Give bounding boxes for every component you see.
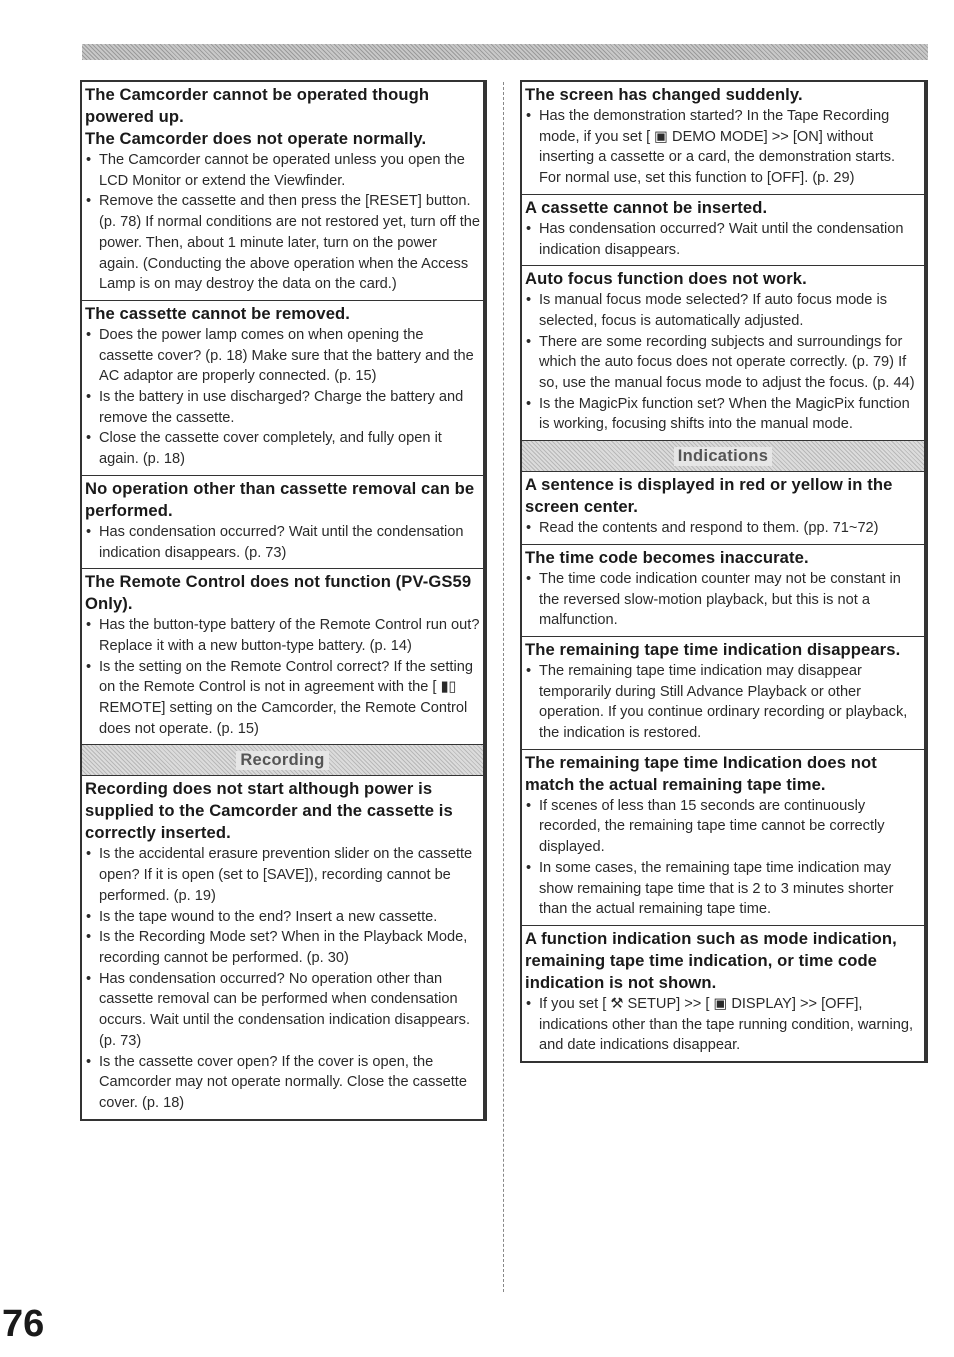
list-item: • Is the setting on the Remote Control correct? If the setting on the Remote Control is not in agreement with the [ ▮▯ REMOTE] setting on the Camcorder, the Remote Control does not operate. (p. 15): [85, 657, 480, 740]
list-item: • Is manual focus mode selected? If auto focus mode is selected, focus is automatically adjusted.: [525, 290, 921, 331]
list-item: • Close the cassette cover completely, and fully open it again. (p. 18): [85, 428, 480, 469]
left-column: [80, 80, 487, 1121]
section-heading: The time code becomes inaccurate.: [525, 547, 809, 567]
list-item: • Has condensation occurred? Wait until the condensation indication disappears. (p. 73): [85, 522, 480, 563]
section-screen-changed: [522, 82, 924, 195]
list-item: • Has the demonstration started? In the Tape Recording mode, if you set [ ▣ DEMO MODE] >> [ON] without inserting a cassette or a card, the demonstration starts. For normal use, set this function to [OFF]. (p. 29): [525, 106, 921, 189]
section-remaining-mismatch: [522, 750, 924, 926]
section-heading: The remaining tape time indication disappears.: [525, 639, 901, 659]
right-column: [520, 80, 928, 1063]
section-heading: The cassette cannot be removed.: [85, 303, 351, 323]
section-sentence-displayed: [522, 472, 924, 545]
list-item: • Is the tape wound to the end? Insert a new cassette.: [85, 907, 480, 928]
list-item: • Is the Recording Mode set? When in the Playback Mode, recording cannot be performed. (p. 30): [85, 927, 480, 968]
section-cassette-not-inserted: [522, 195, 924, 266]
section-heading: A cassette cannot be inserted.: [525, 197, 768, 217]
list-item: • The remaining tape time indication may disappear temporarily during Still Advance Playback or other operation. If you continue ordinary recording or playback, the indication is restored.: [525, 661, 921, 744]
section-heading: The Remote Control does not function (PV-GS59 Only).: [85, 572, 472, 614]
list-item: • Has condensation occurred? No operation other than cassette removal can be performed when condensation occurs. Wait until the condensation indication disappears. (p. 73): [85, 969, 480, 1052]
section-recording-not-start: [82, 776, 483, 1118]
list-item: • The Camcorder cannot be operated unless you open the LCD Monitor or extend the Viewfinder.: [85, 150, 480, 191]
section-heading: Recording does not start although power is supplied to the Camcorder and the cassette is correctly inserted.: [85, 779, 453, 843]
section-not-operable: [82, 82, 483, 301]
list-item: • In some cases, the remaining tape time indication may show remaining tape time that is 2 to 3 minutes shorter than the actual remaining tape time.: [525, 858, 921, 920]
section-time-code: [522, 545, 924, 637]
section-heading: The screen has changed suddenly.: [525, 85, 803, 104]
section-remaining-disappears: [522, 637, 924, 750]
section-heading: A sentence is displayed in red or yellow in the screen center.: [525, 475, 893, 517]
section-only-removal: [82, 476, 483, 569]
section-heading: The Camcorder does not operate normally.: [85, 129, 427, 148]
section-remote-control: [82, 569, 483, 745]
list-item: • Does the power lamp comes on when opening the cassette cover? (p. 18) Make sure that the battery and the AC adaptor are properly connected. (p. 15): [85, 325, 480, 387]
indications-band: [522, 441, 924, 472]
section-heading: The remaining tape time Indication does not match the actual remaining tape time.: [525, 752, 877, 794]
list-item: • There are some recording subjects and surroundings for which the auto focus does not operate correctly. (p. 79) If so, use the manual focus mode to adjust the focus. (p. 44): [525, 332, 921, 394]
section-heading: A function indication such as mode indication, remaining tape time indication, or time code indication is not shown.: [525, 928, 897, 992]
list-item: • Read the contents and respond to them. (pp. 71~72): [525, 518, 921, 539]
section-function-indication: [522, 926, 924, 1061]
section-cassette-not-removed: [82, 301, 483, 476]
band-title: Recording: [236, 751, 328, 770]
page-number: 76: [2, 1303, 45, 1345]
list-item: • Is the battery in use discharged? Charge the battery and remove the cassette.: [85, 387, 480, 428]
section-heading: Auto focus function does not work.: [525, 269, 807, 289]
list-item: • Has condensation occurred? Wait until the condensation indication disappears.: [525, 219, 921, 260]
list-item: • Remove the cassette and then press the [RESET] button. (p. 78) If normal conditions are not restored yet, turn off the power. Then, about 1 minute later, turn on the power again. (Conducting the above operation when the Access Lamp is on may destroy the data on the card.): [85, 191, 480, 295]
list-item: • The time code indication counter may not be constant in the reversed slow-motion playback, but this is not a malfunction.: [525, 569, 921, 631]
list-item: • Is the MagicPix function set? When the MagicPix function is working, focusing shifts into the manual mode.: [525, 394, 921, 435]
section-heading: The Camcorder cannot be operated though powered up.: [85, 85, 430, 126]
recording-band: [82, 745, 483, 776]
list-item: • If you set [ ⚒ SETUP] >> [ ▣ DISPLAY] >> [OFF], indications other than the tape running condition, warning, and date indications disappear.: [525, 994, 921, 1056]
section-auto-focus: [522, 266, 924, 441]
band-title: Indications: [674, 447, 772, 466]
list-item: • If scenes of less than 15 seconds are continuously recorded, the remaining tape time cannot be correctly displayed.: [525, 796, 921, 858]
list-item: • Has the button-type battery of the Remote Control run out? Replace it with a new button-type battery. (p. 14): [85, 615, 480, 656]
list-item: • Is the cassette cover open? If the cover is open, the Camcorder may not operate normally. Close the cassette cover. (p. 18): [85, 1052, 480, 1114]
top-decorative-band: [82, 44, 928, 60]
list-item: • Is the accidental erasure prevention slider on the cassette open? If it is open (set to [SAVE]), recording cannot be performed. (p. 19): [85, 844, 480, 906]
section-heading: No operation other than cassette removal can be performed.: [85, 478, 475, 520]
column-divider: [503, 82, 504, 1292]
